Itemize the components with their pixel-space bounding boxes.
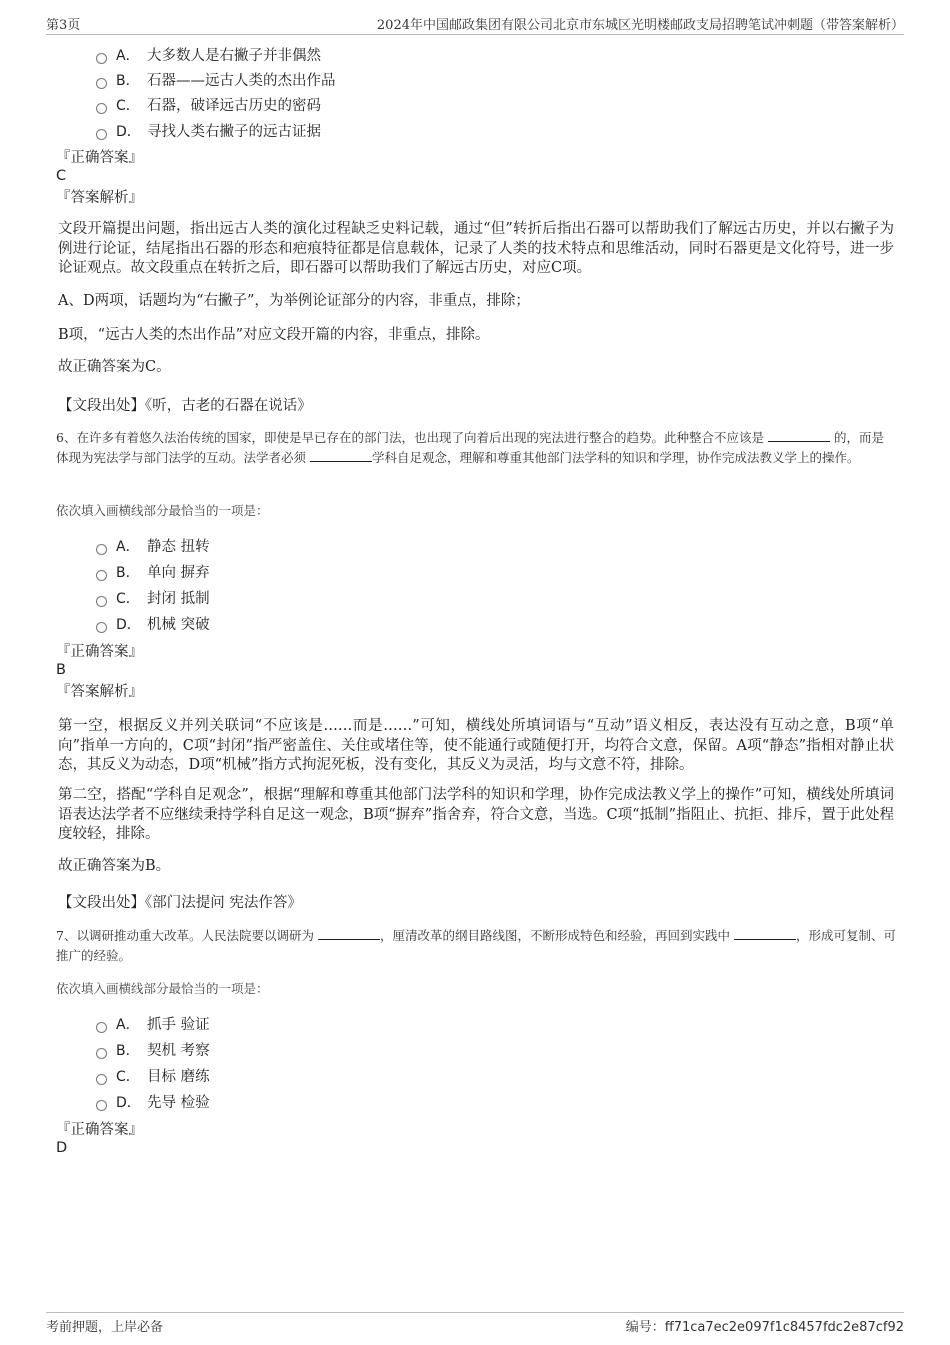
q6-stem: 6、在许多有着悠久法治传统的国家，即使是早已存在的部门法，也出现了向着后出现的宪法进行整合的趋势。此种整合不应该是 的，而是体现为宪法学与部门法学的互动。法学者必须 学科自足观念，理解和尊重其他部门法学科的知识和学理，协作完成法教义学上的操作。 [56, 430, 884, 465]
document-id: 编号：ff71ca7ec2e097f1c8457fdc2e87cf92 [625, 1320, 904, 1335]
q6-analysis-para: 第二空，搭配“学科自足观念”，根据“理解和尊重其他部门法学科的知识和学理，协作完成法教义学上的操作”可知，横线处所填词语表达法学者不应继续秉持学科自足这一观念，B项“摒弃”指舍弃，符合文意，当选。C项“抵制”指阻止、抗拒、排斥，置于此处程度较轻，排除。 [58, 787, 894, 842]
radio-icon[interactable] [96, 622, 107, 633]
q7-stem: 7、以调研推动重大改革。人民法院要以调研为 ，厘清改革的纲目路线图，不断形成特色和经验，再回到实践中 ，形成可复制、可推广的经验。 [56, 928, 896, 963]
page-number: 第3页 [46, 18, 81, 33]
radio-icon[interactable] [96, 103, 107, 114]
radio-icon[interactable] [96, 596, 107, 607]
blank-line [310, 448, 372, 462]
q5-source: 【文段出处】《听，古老的石器在说话》 [58, 398, 312, 414]
q6-option-c[interactable]: C． 封闭 抵制 [96, 588, 210, 610]
q5-option-a[interactable]: A． 大多数人是右撇子并非偶然 [96, 45, 321, 67]
q6-analysis-para: 故正确答案为B。 [58, 858, 171, 874]
page-header [46, 14, 904, 35]
radio-icon[interactable] [96, 570, 107, 581]
q6-answer-label: 『正确答案』 [56, 644, 143, 660]
q7-prompt: 依次填入画横线部分最恰当的一项是： [56, 981, 269, 996]
q6-option-a[interactable]: A． 静态 扭转 [96, 536, 210, 558]
blank-line [734, 926, 796, 940]
document-title: 2024年中国邮政集团有限公司北京市东城区光明楼邮政支局招聘笔试冲刺题（带答案解析） [376, 18, 904, 33]
radio-icon[interactable] [96, 1048, 107, 1059]
radio-icon[interactable] [96, 1100, 107, 1111]
q5-answer: C [56, 168, 67, 184]
q6-prompt: 依次填入画横线部分最恰当的一项是： [56, 503, 269, 518]
q5-analysis-para: A、D两项，话题均为“右撇子”，为举例论证部分的内容，非重点，排除； [58, 293, 530, 309]
q6-source: 【文段出处】《部门法提问 宪法作答》 [58, 895, 302, 911]
q5-option-c[interactable]: C． 石器，破译远古历史的密码 [96, 95, 321, 117]
radio-icon[interactable] [96, 1022, 107, 1033]
radio-icon[interactable] [96, 129, 107, 140]
q5-option-d[interactable]: D． 寻找人类右撇子的远古证据 [96, 121, 321, 143]
radio-icon[interactable] [96, 1074, 107, 1085]
q6-option-b[interactable]: B． 单向 摒弃 [96, 562, 210, 584]
q7-answer: D [56, 1140, 68, 1156]
q6-option-d[interactable]: D． 机械 突破 [96, 614, 210, 636]
blank-line [318, 926, 380, 940]
q6-analysis-label: 『答案解析』 [56, 684, 143, 700]
q5-answer-label: 『正确答案』 [56, 150, 143, 166]
blank-line [768, 428, 830, 442]
page-footer [46, 1312, 904, 1335]
q7-option-b[interactable]: B． 契机 考察 [96, 1040, 210, 1062]
q5-analysis-para: 故正确答案为C。 [58, 359, 171, 375]
q6-answer: B [56, 662, 66, 678]
footer-slogan: 考前押题，上岸必备 [46, 1320, 164, 1335]
q7-option-c[interactable]: C． 目标 磨练 [96, 1066, 210, 1088]
q5-option-b[interactable]: B． 石器——远古人类的杰出作品 [96, 70, 336, 92]
q7-option-d[interactable]: D． 先导 检验 [96, 1092, 210, 1114]
q7-answer-label: 『正确答案』 [56, 1122, 143, 1138]
q5-analysis-label: 『答案解析』 [56, 190, 143, 206]
q5-analysis-para: 文段开篇提出问题，指出远古人类的演化过程缺乏史料记载，通过“但”转折后指出石器可以帮助我们了解远古历史，并以右撇子为例进行论证，结尾指出石器的形态和疤痕特征都是信息载体，记录了人类的技术特点和思维活动，同时石器更是文化符号，进一步论证观点。故文段重点在转折之后，即石器可以帮助我们了解远古历史，对应C项。 [58, 221, 894, 276]
radio-icon[interactable] [96, 78, 107, 89]
radio-icon[interactable] [96, 544, 107, 555]
q6-analysis-para: 第一空，根据反义并列关联词“不应该是……而是……”可知，横线处所填词语与“互动”语义相反，表达没有互动之意，B项“单向”指单一方向的，C项“封闭”指严密盖住、关住或堵住等，使不能通行或随便打开，均符合文意，保留。A项“静态”指相对静止状态，其反义为动态，D项“机械”指方式拘泥死板，没有变化，其反义为灵活，均与文意不符，排除。 [58, 718, 894, 773]
q7-option-a[interactable]: A． 抓手 验证 [96, 1014, 210, 1036]
q5-analysis-para: B项，“远古人类的杰出作品”对应文段开篇的内容，非重点，排除。 [58, 327, 490, 343]
radio-icon[interactable] [96, 53, 107, 64]
